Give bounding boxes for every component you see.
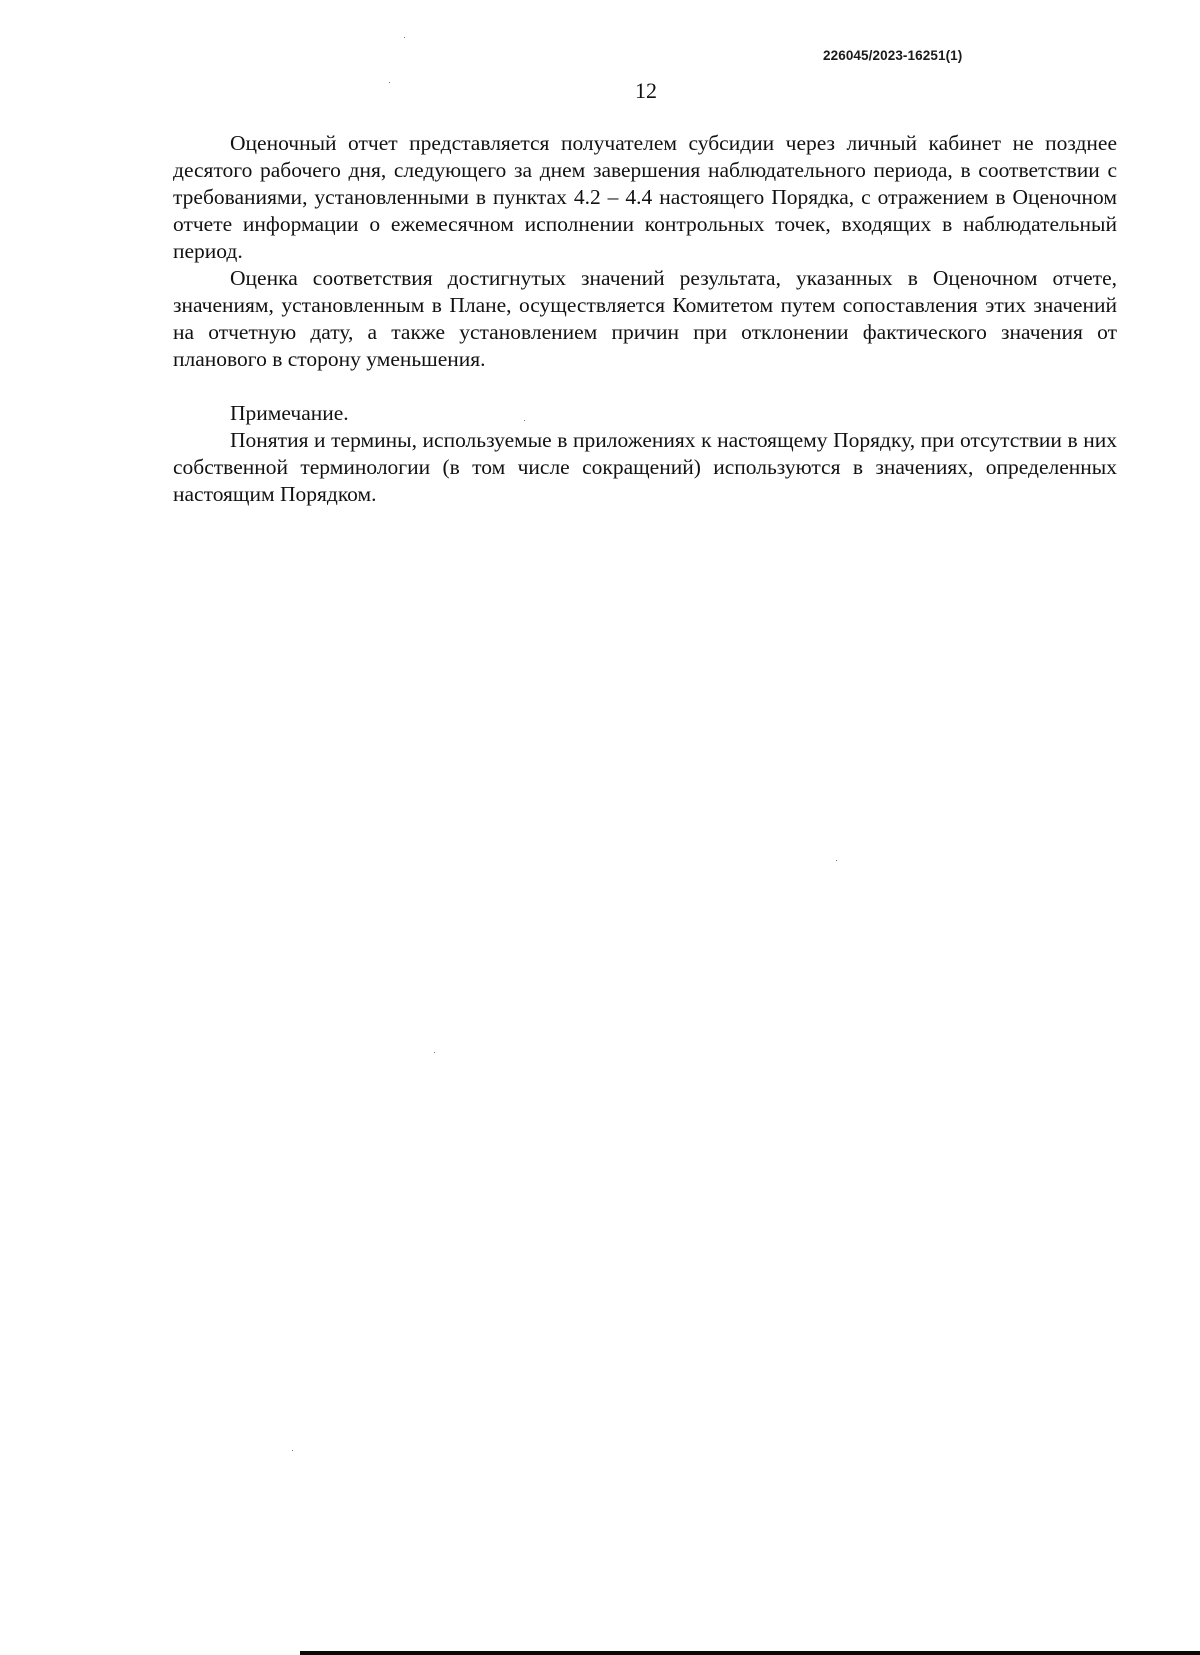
note-text: Понятия и термины, используемые в приложениях к настоящему Порядку, при отсутствии в них собственной терминологии (в том числе сокращений) используются в значениях, определенных настоящим Порядком. xyxy=(173,428,1117,506)
page-number: 12 xyxy=(635,78,657,103)
note-heading: Примечание. xyxy=(230,401,349,425)
document-registration-number: 226045/2023-16251(1) xyxy=(823,48,963,63)
document-body xyxy=(173,130,1117,508)
body-paragraph: Оценочный отчет представляется получателем субсидии через личный кабинет не позднее десятого рабочего дня, следующего за днем завершения наблюдательного периода, в соответствии с требованиями, установленными в пунктах 4.2 – 4.4 настоящего Порядка, с отражением в Оценочном отчете информации о ежемесячном исполнении контрольных точек, входящих в наблюдательный период. xyxy=(173,131,1117,263)
scan-bottom-edge xyxy=(300,1651,1200,1655)
scan-speck xyxy=(292,1450,293,1451)
body-paragraph: Оценка соответствия достигнутых значений результата, указанных в Оценочном отчете, значениям, установленным в Плане, осуществляется Комитетом путем сопоставления этих значений на отчетную дату, а также установлением причин при отклонении фактического значения от планового в сторону уменьшения. xyxy=(173,266,1117,371)
scan-speck xyxy=(524,420,525,421)
scan-speck xyxy=(389,82,390,83)
scan-speck xyxy=(434,1052,435,1053)
scan-speck xyxy=(836,860,837,861)
scan-speck xyxy=(404,37,405,38)
